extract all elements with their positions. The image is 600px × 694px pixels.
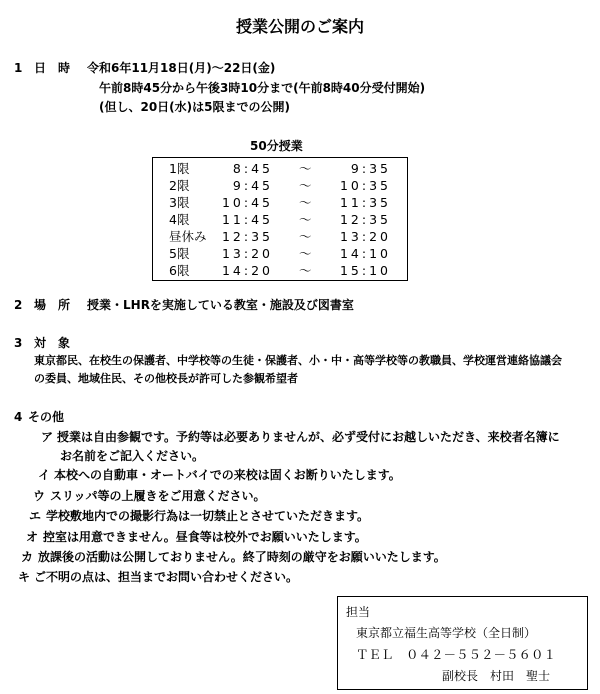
period-start: 8:45 bbox=[232, 161, 273, 176]
item-text: 放課後の活動は公開しておりません。終了時刻の厳守をお願いいたします。 bbox=[38, 550, 446, 564]
period-end: 9:35 bbox=[350, 161, 391, 176]
period-start: 11:45 bbox=[221, 212, 273, 227]
period-separator: ～ bbox=[299, 246, 312, 261]
item-text: 控室は用意できません。昼食等は校外でお願いいたします。 bbox=[43, 530, 367, 544]
period-start: 14:20 bbox=[221, 263, 273, 278]
section-heading: 場 所 bbox=[34, 298, 71, 312]
schedule-row bbox=[153, 177, 407, 194]
period-label: 2限 bbox=[169, 178, 190, 193]
period-end: 12:35 bbox=[339, 212, 391, 227]
period-separator: ～ bbox=[299, 195, 312, 210]
item-text: 学校敷地内での撮影行為は一切禁止とさせていただきます。 bbox=[46, 509, 370, 523]
section-number: 3 bbox=[14, 336, 23, 350]
item-mark: オ bbox=[26, 530, 39, 544]
item-text-continued: お名前をご記入ください。 bbox=[60, 449, 205, 463]
period-separator: ～ bbox=[299, 161, 312, 176]
period-label: 1限 bbox=[169, 161, 190, 176]
contact-person: 副校長 村田 聖士 bbox=[442, 669, 551, 683]
period-separator: ～ bbox=[299, 178, 312, 193]
period-label: 6限 bbox=[169, 263, 190, 278]
period-separator: ～ bbox=[299, 212, 312, 227]
item-mark: キ bbox=[18, 570, 31, 584]
period-separator: ～ bbox=[299, 263, 312, 278]
schedule-table bbox=[152, 157, 408, 281]
schedule-row bbox=[153, 160, 407, 177]
period-label: 昼休み bbox=[169, 229, 207, 244]
section-heading: その他 bbox=[28, 410, 65, 424]
period-start: 9:45 bbox=[232, 178, 273, 193]
event-time: 午前8時45分から午後3時10分まで(午前8時40分受付開始) bbox=[99, 81, 426, 95]
period-end: 13:20 bbox=[339, 229, 391, 244]
section-number: 1 bbox=[14, 61, 23, 75]
schedule-row bbox=[153, 228, 407, 245]
contact-school: 東京都立福生高等学校（全日制） bbox=[356, 626, 537, 640]
section-number: 2 bbox=[14, 298, 23, 312]
schedule-row bbox=[153, 245, 407, 262]
location-text: 授業・LHRを実施している教室・施設及び図書室 bbox=[87, 298, 354, 312]
period-start: 12:35 bbox=[221, 229, 273, 244]
page-title: 授業公開のご案内 bbox=[235, 17, 364, 36]
period-separator: ～ bbox=[299, 229, 312, 244]
period-end: 11:35 bbox=[339, 195, 391, 210]
period-label: 3限 bbox=[169, 195, 190, 210]
contact-tel: ＴＥＬ ０４２－５５２－５６０１ bbox=[356, 647, 557, 662]
contact-box bbox=[337, 596, 588, 690]
schedule-row bbox=[153, 211, 407, 228]
item-mark: カ bbox=[21, 550, 34, 564]
section-number: 4 bbox=[14, 410, 23, 424]
period-label: 4限 bbox=[169, 212, 190, 227]
event-date: 令和6年11月18日(月)～22日(金) bbox=[87, 61, 276, 75]
period-end: 15:10 bbox=[339, 263, 391, 278]
period-start: 10:45 bbox=[221, 195, 273, 210]
period-label: 5限 bbox=[169, 246, 190, 261]
item-text: 本校への自動車・オートバイでの来校は固くお断りいたします。 bbox=[54, 468, 401, 482]
period-end: 10:35 bbox=[339, 178, 391, 193]
item-mark: エ bbox=[29, 509, 42, 523]
item-mark: ウ bbox=[33, 489, 46, 503]
item-text: ご不明の点は、担当までお問い合わせください。 bbox=[34, 570, 299, 584]
section-heading: 日 時 bbox=[34, 61, 71, 75]
schedule-title: 50分授業 bbox=[250, 139, 303, 153]
event-note: (但し、20日(水)は5限までの公開) bbox=[99, 100, 290, 114]
audience-line-1: 東京都民、在校生の保護者、中学校等の生徒・保護者、小・中・高等学校等の教職員、学校運営連絡協議会 bbox=[34, 354, 562, 367]
schedule-row bbox=[153, 262, 407, 279]
period-start: 13:20 bbox=[221, 246, 273, 261]
item-text: スリッパ等の上履きをご用意ください。 bbox=[50, 489, 266, 503]
section-heading: 対 象 bbox=[34, 336, 71, 350]
period-end: 14:10 bbox=[339, 246, 391, 261]
item-mark: イ bbox=[38, 468, 51, 482]
item-text: 授業は自由参観です。予約等は必要ありませんが、必ず受付にお越しいただき、来校者名簿に bbox=[57, 430, 560, 444]
schedule-row bbox=[153, 194, 407, 211]
item-mark: ア bbox=[41, 430, 54, 444]
contact-label: 担当 bbox=[346, 605, 371, 619]
audience-line-2: の委員、地域住民、その他校長が許可した参観希望者 bbox=[34, 372, 298, 385]
